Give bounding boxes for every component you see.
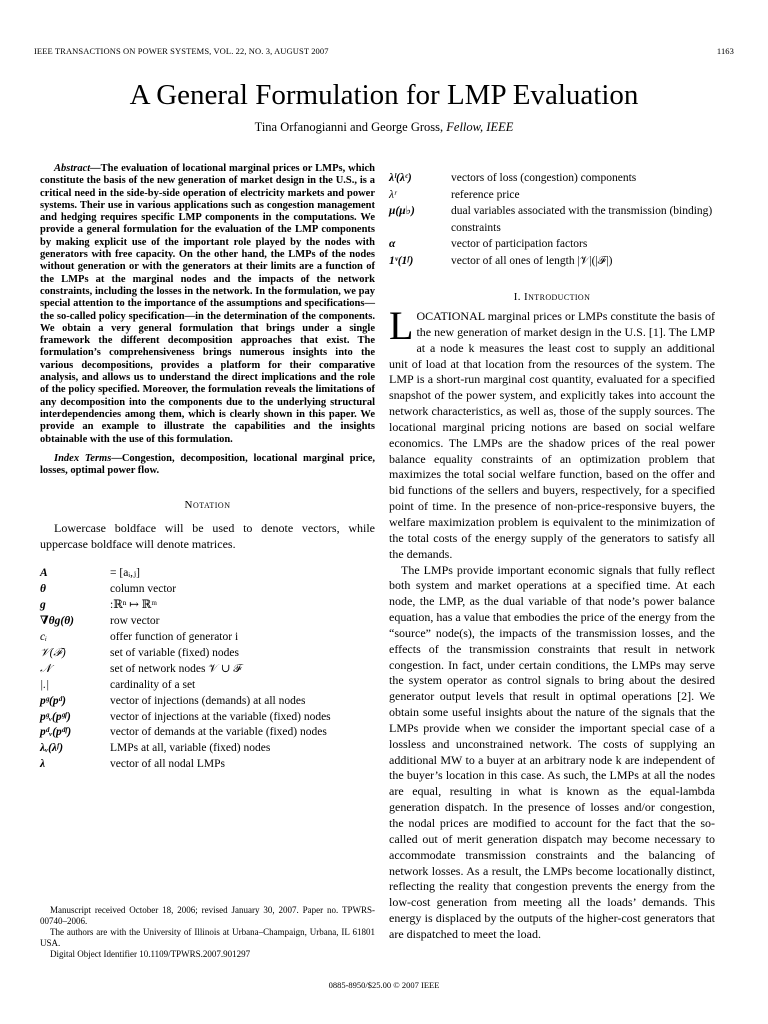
running-head [34,46,734,56]
notation-row [40,725,375,741]
notation-row [40,710,375,726]
notation-row [40,694,375,710]
index-terms-label: Index Terms [54,452,112,464]
notation-row [389,253,715,270]
author-names: Tina Orfanogianni and George Gross, [254,120,444,134]
notation-symbol: 1ᵛ(1ᶠ) [389,254,414,267]
notation-row [40,598,375,614]
notation-symbol: 𝒩 [40,662,52,675]
notation-row [40,582,375,598]
notation-symbol: pᵍ(pᵈ) [40,694,66,707]
notation-symbol: 𝒱(ℱ) [40,646,66,659]
notation-row [40,757,375,773]
notation-description: vector of injections at the variable (fixed) nodes [110,710,331,723]
drop-cap: L [389,303,414,348]
abstract-text: The evaluation of locational marginal prices or LMPs, which constitute the basis of the new generation of market design in the U.S., is a critical need in the side-by-side operation of electricity markets and power systems. Their use in various applications such as congestion management and hedging requires specific LMP components in the computations. We provide a general formulation for the evaluation of the LMP components by making explicit use of the important role played by the nodes with generators with free capacity. On the other hand, the LMPs of the nodes without generation or with the generators at their limits are a function of the LMPs at the marginal nodes and the impacts of the network constraints, including the losses in the network. In the formulation, we pay special attention to the importance of the assumptions and specifications—the so-called policy specification—in the determination of the components. We obtain a very general formulation that brings under a single framework the different decomposition approaches that exist. The formulation’s comprehensiveness brings numerous insights into the various decompositions, provides a platform for their comparative analysis, and allows us to understand the direct implications and the role of the policy specified. Moreover, the formulation reveals the limitations of any decomposition into the components due to the underlying structural interdependencies among them, which is clearly shown in this paper. We provide an example to illustrate the capabilities and the insights obtainable with the use of this formulation. [40,163,375,445]
notation-row [40,630,375,646]
notation-description: vector of demands at the variable (fixed) nodes [110,726,327,739]
paper-title: A General Formulation for LMP Evaluation [129,79,639,111]
footnote-manuscript: Manuscript received October 18, 2006; revised January 30, 2007. Paper no. TPWRS-00740–2006. [40,905,375,927]
notation-row [40,678,375,694]
notation-symbol: λˡ(λᶜ) [389,172,412,184]
notation-description: vector of all nodal LMPs [110,758,225,771]
left-column [40,163,375,773]
right-column [389,170,715,943]
notation-row [389,203,715,236]
notation-description: = [aᵢ,ⱼ] [110,567,140,580]
journal-citation: IEEE TRANSACTIONS ON POWER SYSTEMS, VOL. 22, NO. 3, AUGUST 2007 [34,46,329,56]
notation-description: vector of injections (demands) at all nodes [110,694,306,707]
notation-description: set of variable (fixed) nodes [110,646,240,659]
notation-table [40,566,375,773]
footnotes [40,905,375,960]
notation-description: dual variables associated with the transmission (binding) constraints [451,205,713,234]
notation-symbol: pᵈᵥ(pᵈᶠ) [40,726,72,739]
notation-row [389,170,715,187]
notation-row [389,236,715,253]
notation-symbol: λᵥ(λᶠ) [40,742,64,755]
notation-description: column vector [110,583,177,596]
notation-table-continued [389,170,715,269]
footnote-doi: Digital Object Identifier 10.1109/TPWRS.2007.901297 [50,949,251,960]
notation-symbol: A [40,567,48,580]
notation-symbol: pᵍᵥ(pᵍᶠ) [40,710,71,723]
introduction-paragraph-1-text: OCATIONAL marginal prices or LMPs constitute the basis of the new generation of market design in the U.S. [1]. The LMP at a node k measures the least cost to supply an additional unit of load at that location from the resources of the system. The LMP is a short-run marginal cost quantity, evaluated for a specified snapshot of the power system, and explicitly takes into account the network characteristics, as well as, those of the supply sources. The locational marginal pricing notions are based on social welfare economics. The LMPs are the shadow prices of the real power balance equality constraints of an optimization problem that maximizes the total social welfare function, based on the offer and bid functions of the sellers and buyers, respectively, for a specified point of time. In the presence of non-price-responsive buyers, the welfare maximization problem is equivalent to the minimization of the total costs of the energy supply of the generators to satisfy all the demands. [389,309,715,561]
notation-description: offer function of generator i [110,631,239,644]
notation-row [40,646,375,662]
notation-symbol: |.| [40,678,50,691]
copyright-footer: 0885-8950/$25.00 © 2007 IEEE [328,980,440,990]
notation-symbol: α [389,238,396,250]
author-fellow: Fellow, IEEE [446,120,514,134]
notation-symbol: λʳ [389,188,397,201]
author-line [0,120,768,135]
notation-heading: Notation [184,499,231,512]
index-terms-text: Congestion, decomposition, locational marginal price, losses, optimal power flow. [40,452,375,477]
notation-description: cardinality of a set [110,678,196,691]
abstract-label: Abstract [54,163,91,174]
notation-symbol: g [40,599,46,612]
notation-row [40,614,375,630]
footnote-affiliation: The authors are with the University of Illinois at Urbana–Champaign, Urbana, IL 61801 USA. [40,927,375,949]
notation-symbol: λ [40,758,46,771]
notation-symbol: μ(μ♭) [389,205,415,217]
introduction-paragraph-1 [389,303,715,563]
page-number: 1163 [716,46,734,56]
abstract: Abstract—The evaluation of locational marginal prices or LMPs, which constitute the basis of the new generation of market design in the U.S., is a critical need in the side-by-side operation of electricity markets and power systems. Their use in various applications such as congestion management and hedging requires specific LMP components in the computations. We provide a general formulation for the evaluation of the LMP components by making explicit use of the important role played by the nodes with generators with free capacity. On the other hand, the LMPs of the nodes without generation or with the generators at their limits are a function of the LMPs at the marginal nodes and the impacts of the network constraints, including the losses in the network. In the formulation, we pay special attention to the importance of the assumptions and specifications—the so-called policy specification—in the determination of the components. We obtain a very general formulation that brings under a single framework the different decomposition approaches that exist. The formulation’s comprehensiveness brings numerous insights into the various decompositions, provides a platform for their comparative analysis, and allows us to understand the direct implications and the role of the policy specified. Moreover, the formulation reveals the limitations of any decomposition into the components due to the underlying structural interdependencies among them, which is clearly shown in this paper. We provide an example to illustrate the capabilities and the insights obtainable with the use of this formulation. [40,163,375,445]
notation-symbol: ∇θg(θ) [40,615,75,628]
introduction-paragraph-2: The LMPs provide important economic signals that fully reflect both system and market operations at a specified time. At each node, the LMP, as the dual variable of that node’s power balance equation, has a value that embodies the price of the energy from the “source” node(s), the impacts of the transmission losses, and the effects of the transmission constraints that result in network congestion. In fact, under certain conditions, the LMPs may serve the system operator as control signals to bring about the desired generator output levels that result in optimal operations [2]. We obtain some useful insights about the nature of the signals that the LMPs provide when we consider the important special case of a lossless and unconstrained network. The costs of supplying an additional MW to a buyer at an arbitrary node k are independent of the buyer’s location in this case. As such, the LMPs at all the nodes are equal, resulting in what is known as the equal-lambda generation dispatch. In the presence of losses and/or congestion, the nodal prices are modified to account for the fact that the so-called out of merit generation dispatch may become necessary to accommodate transmission constraints and the balancing of network losses. As a result, the LMPs become locationally distinct, reflecting the reality that congestion prevents the energy from the low-cost generation from meeting all the loads’ demands. This energy is displaced by the outputs of the higher-cost generators that are dispatched to meet the load. [389,562,715,941]
notation-row [40,741,375,757]
notation-intro: Lowercase boldface will be used to denote vectors, while uppercase boldface will denote matrices. [40,521,375,551]
notation-description: row vector [110,615,160,628]
notation-description: :ℝⁿ ↦ ℝᵐ [110,599,157,612]
notation-row [40,566,375,582]
notation-description: vector of participation factors [451,238,588,250]
notation-symbol: θ [40,583,46,596]
notation-description: vector of all ones of length |𝒱|(|ℱ|) [451,254,613,267]
notation-row [40,662,375,678]
notation-description: set of network nodes 𝒱 ∪ ℱ [110,662,242,675]
notation-row [389,187,715,204]
notation-description: reference price [451,188,520,201]
introduction-heading: I. Introduction [513,291,591,303]
notation-description: vectors of loss (congestion) components [451,172,637,184]
notation-symbol: cᵢ [40,631,47,644]
notation-description: LMPs at all, variable (fixed) nodes [110,742,271,755]
index-terms: Index Terms—Congestion, decomposition, locational marginal price, losses, optimal power flow. [40,452,375,477]
